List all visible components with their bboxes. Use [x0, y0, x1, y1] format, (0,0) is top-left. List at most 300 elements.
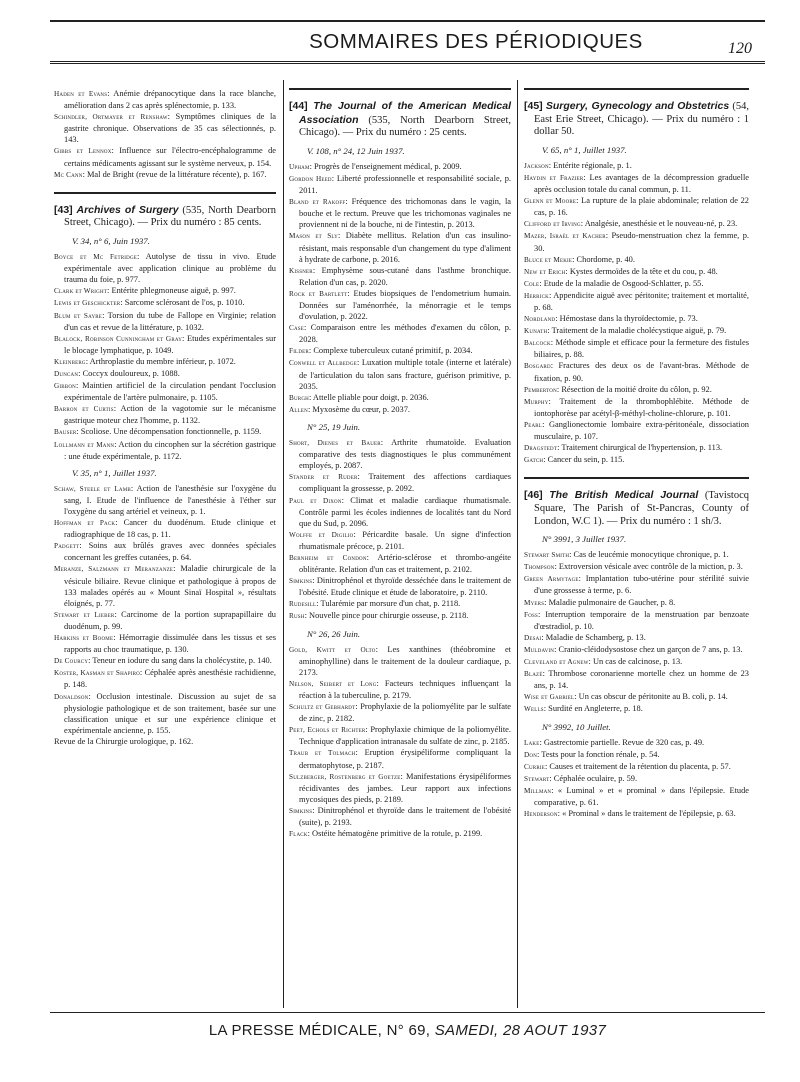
entry-authors: Simkins — [289, 806, 313, 815]
entry-authors: Balcock — [524, 339, 551, 348]
header-rule — [50, 61, 765, 64]
entry-authors: Bosgard — [524, 362, 551, 371]
entry — [524, 254, 749, 266]
entry-text: : Entérite phlegmoneuse aiguë, p. 997. — [107, 286, 236, 296]
entry — [54, 403, 276, 426]
journal-address: (Tavistocq Square, The Parish of St-Pancras, County of London, W.C 1). — Prix du numéro : 1 sh/3. — [534, 490, 749, 527]
entry — [289, 230, 511, 264]
entry — [524, 396, 749, 419]
journal-heading — [54, 204, 276, 230]
entry-authors: Kunath — [524, 327, 548, 336]
entry-text: : Carcinome de la portion suprapapillaire du duodénum, p. 99. — [64, 609, 276, 631]
journal-number: [44] — [289, 100, 308, 112]
entry-authors: Traub et Tolmach — [289, 749, 356, 758]
entry — [289, 529, 511, 552]
entry-text: : Diabète mellitus. Relation d'un cas insulino-résistant, mais responsable d'un changement du type d'aliment à hydrate de carbone, p. 2016. — [299, 231, 511, 264]
entry-text: : Kystes dermoïdes de la tête et du cou, p. 48. — [565, 266, 718, 276]
entry — [524, 419, 749, 442]
entry-text: : Myxosème du cœur, p. 2037. — [307, 404, 410, 414]
entry-text: : Céphalée après anesthésie rachidienne, p. 148. — [64, 668, 276, 690]
entry-authors: Wells — [524, 705, 544, 714]
entry-authors: Green Armytage — [524, 575, 579, 584]
entry — [289, 471, 511, 494]
entry-text: : Prophylaxie chimique de la poliomyélite. Technique d'application intranasale du sulfate de zinc, p. 2185. — [299, 725, 511, 747]
page-footer — [50, 1022, 765, 1039]
entry-authors: Stander et Ruder — [289, 473, 358, 482]
entry — [524, 749, 749, 761]
entry-text: : Entérite régionale, p. 1. — [548, 160, 632, 170]
entry-authors: Peet, Echols et Richter — [289, 726, 366, 735]
entry — [289, 771, 511, 805]
entry — [524, 597, 749, 609]
section-separator — [54, 192, 276, 194]
entry-authors: Burgh — [289, 393, 309, 402]
entry-text: : Etudes biopsiques de l'endometrium humain. Données sur l'aménorrhée, la ménorragie et le temps d'ovulation, p. 2022. — [299, 288, 512, 322]
footer-rule — [50, 1012, 765, 1013]
entry-text: : Maladie pulmonaire de Gaucher, p. 8. — [544, 597, 676, 607]
entry-text: : Cancer du sein, p. 115. — [543, 455, 625, 465]
entry-text: : Pseudo-menstruation chez la femme, p. 30. — [534, 231, 749, 253]
entry — [524, 442, 749, 454]
entry-authors: Blazé — [524, 670, 543, 679]
entry-text: : Dinitrophénol et thyroïde desséchée dans le traitement de l'obésité. Etude clinique et étude de laboratoire, p. 2110. — [299, 576, 511, 598]
entry — [289, 495, 511, 529]
entry — [524, 172, 749, 195]
entry — [289, 610, 511, 622]
entry-authors: Schultz et Gebhardt — [289, 703, 356, 712]
entry-text: : Causes et traitement de la rétention du placenta, p. 57. — [545, 761, 731, 771]
entry-text: : Comparaison entre les méthodes d'examen du côlon, p. 2028. — [299, 323, 511, 345]
journal-address: (535, North Dearborn Street, Chicago). — Prix du numéro : 85 cents. — [64, 204, 277, 229]
entry — [289, 173, 511, 196]
entry-authors: Harkins et Boome — [54, 634, 114, 643]
entry-text: : « Prominal » dans le traitement de l'épilepsie, p. 63. — [557, 809, 736, 819]
entry-authors: Mason et Sly — [289, 232, 338, 241]
journal-number: [43] — [54, 203, 73, 216]
entry — [54, 88, 276, 111]
entries-list — [54, 251, 276, 462]
entry-text: : Maladie de Schamberg, p. 13. — [541, 632, 646, 642]
entry — [289, 404, 511, 416]
issue-heading: V. 108, n° 24, 12 Juin 1937. — [307, 145, 405, 156]
entry — [524, 656, 749, 668]
entry-authors: Simkins — [289, 577, 313, 586]
entry — [289, 805, 511, 828]
entry — [524, 160, 749, 172]
entry — [524, 691, 749, 703]
entry — [289, 701, 511, 724]
entry-authors: Schaw, Steele et Lamb — [54, 484, 131, 493]
entry-text: : Un cas obscur de péritonite au B. coli, p. 14. — [574, 692, 728, 702]
entry-authors: Wise et Gabriel — [524, 693, 575, 702]
entry-text: : Action du cincophen sur la sécrétion gastrique : une étude expérimentale, p. 1172. — [64, 439, 276, 461]
entry — [524, 325, 749, 337]
entry-authors: Bauser — [54, 428, 77, 437]
entry-text: : Traitement de la thrombophlébite. Méthode de iontophorèse par acétyl-β-méthyl-choline-chlorure, p. 101. — [534, 396, 749, 418]
entry-text: : Anémie drépanocytique dans la race blanche, amélioration dans 2 cas après splénectomie, p. 133. — [64, 89, 276, 111]
section-separator — [524, 477, 749, 479]
entry-text: : Action de l'anesthésie sur l'oxygène du sang, I. Etude de l'influence de l'anesthésie à l'éther sur l'oxygène du sang artériel et veineux, p. 1. — [64, 483, 277, 516]
entry-authors: Boyce et Mc Fetridge — [54, 253, 138, 262]
entry — [289, 644, 511, 678]
entry — [524, 773, 749, 785]
entry-text: : Cancer du duodénum. Etude clinique et radiographique de 18 cas, p. 11. — [64, 518, 276, 540]
entry-text: : Maintien artificiel de la circulation pendant l'occlusion expérimentale de l'artère pulmonaire, p. 1105. — [64, 381, 276, 403]
entry-authors: Stewart et Lieber — [54, 610, 115, 619]
entry-text: : Prophylaxie de la poliomyélite par le sulfate de zinc, p. 2182. — [299, 702, 511, 724]
journal-name: The British Medical Journal — [549, 489, 699, 502]
entries-list — [524, 160, 749, 466]
entry — [524, 737, 749, 749]
entry-authors: Haden et Evans — [54, 90, 108, 98]
entry-text: : Extroversion vésicale avec contrôle de la miction, p. 3. — [554, 562, 743, 572]
column-2 — [289, 88, 511, 840]
entry — [524, 785, 749, 808]
entry-authors: Rush — [289, 612, 305, 621]
entry-authors: Thompson — [524, 563, 555, 572]
entries-list — [289, 161, 511, 416]
entry-text: : Climat et maladie cardiaque rhumatismale. Contrôle parmi les écoles indiennes de localités tant du Nord que du Sud, p. 2096. — [299, 495, 511, 528]
entry — [54, 297, 276, 309]
entry-authors: Lollmann et Mann — [54, 440, 115, 449]
entry-authors: Murphy — [524, 397, 549, 406]
entry-text: : Torsion du tube de Fallope en Virginie; relation d'un cas et revue de la littérature, p. 1032. — [64, 310, 276, 332]
entry-text: : Mal de Bright (revue de la littérature récente), p. 167. — [82, 169, 267, 179]
entry-authors: Myers — [524, 598, 545, 607]
entry-text: : Maladie chirurgicale de la vésicule biliaire. Revue clinique et pathologique à propos de 133 malades opérés au « Mount Sinaï Hospital », résultats éloignés, p. 77. — [64, 564, 276, 608]
entry-authors: Paul et Dixon — [289, 496, 342, 505]
entry-authors: Sulzberger, Rostenberg et Goetze — [289, 772, 401, 781]
entry-text: : Méthode simple et efficace pour la fermeture des fistules biliaires, p. 88. — [534, 338, 749, 360]
entry-text: : Artério-sclérose et thrombo-angéite oblitérante. Relation d'un cas et traitement, p. 2102. — [299, 552, 511, 575]
entry — [524, 278, 749, 290]
entry — [524, 573, 749, 596]
entry-authors: Meranze, Salzmann et Meranzanze — [54, 565, 174, 574]
entry-authors: Clark et Wright — [54, 287, 108, 296]
column-divider — [517, 80, 518, 1008]
entries-list — [54, 483, 276, 747]
entry-authors: Conwell et Allbedge — [289, 359, 357, 368]
entry — [289, 437, 511, 471]
entry-text: : Tests pour la fonction rénale, p. 54. — [537, 749, 660, 759]
entry-text: : Interruption temporaire de la menstruation par benzoate d'œstradiol, p. 10. — [534, 609, 749, 631]
entry-text: : Les avantages de la décompression graduelle après occlusion totale du canal commun, p. 11. — [534, 172, 750, 195]
issue-heading: N° 3991, 3 Juillet 1937. — [542, 534, 627, 545]
entry-text: : Hémostase dans la thyroïdectomie, p. 73. — [555, 314, 698, 324]
entry-authors: Desai — [524, 633, 542, 642]
entry-text: : Dinitrophénol et thyroïde dans le traitement de l'obésité (suite), p. 2193. — [299, 805, 511, 828]
entry-text: : Traitement chirurgical de l'hypertension, p. 113. — [557, 443, 723, 453]
entry — [54, 483, 276, 517]
entry-text: : Nouvelle pince pour chirurgie osseuse, p. 2118. — [304, 611, 469, 621]
entry-authors: Donaldson — [54, 692, 89, 701]
entries-list — [54, 88, 276, 181]
entry-authors: Lewis et Geschickter — [54, 299, 121, 308]
entry — [289, 552, 511, 575]
entry-authors: Glenn et Moore — [524, 197, 577, 206]
entry-text: : Luxation multiple totale (interne et latérale) de l'articulation du talon sans fracture, guérison primitive, p. 2035. — [299, 358, 511, 391]
entry-text: : Péricardite basale. Un signe d'infection rhumatismale précoce, p. 2101. — [299, 529, 511, 551]
entry-authors: Kissner — [289, 266, 313, 275]
page-number: 120 — [728, 40, 752, 57]
entries-list — [289, 644, 511, 841]
entries-list — [289, 437, 511, 623]
entry-authors: Pearl — [524, 420, 543, 429]
entry-text: : Les xanthines (théobromine et aminophylline) dans le traitement de la douleur cardiaque, p. 2173. — [299, 644, 511, 677]
page-header: SOMMAIRES DES PÉRIODIQUES — [309, 30, 643, 53]
entry-text: Revue de la Chirurgie urologique, p. 162. — [54, 736, 194, 746]
entry-text: : Implantation tubo-utérine pour stérilité suivie d'une grossesse à terme, p. 6. — [534, 574, 749, 596]
issue-heading: V. 34, n° 6, Juin 1937. — [72, 235, 150, 246]
entry-authors: Clifford et Irving — [524, 220, 581, 229]
journal-heading — [524, 100, 749, 139]
journal-number: [45] — [524, 100, 543, 112]
entry-authors: Don — [524, 750, 538, 759]
entry — [54, 667, 276, 690]
entry-text: : Tularémie par morsure d'un chat, p. 2118. — [316, 599, 461, 609]
journal-heading — [289, 100, 511, 140]
journal-number: [46] — [524, 489, 543, 502]
entry — [289, 196, 511, 230]
entry — [54, 517, 276, 540]
journal-name: Surgery, Gynecology and Obstetrics — [545, 100, 730, 112]
entry — [524, 668, 749, 691]
entry-authors: Stewart Smith — [524, 551, 570, 560]
footer-journal: LA PRESSE MÉDICALE, N° 69, — [208, 1022, 435, 1039]
entry-text: : Un cas de calcinose, p. 13. — [588, 657, 683, 667]
entry-text: : Surdité en Angleterre, p. 18. — [543, 704, 643, 714]
entry-authors: Bernheim et Condon — [289, 553, 367, 562]
entry-text: : Ganglionectomie lombaire extra-péritonéale, dissociation musculaire, p. 107. — [534, 419, 749, 442]
entry-text: : Analgésie, anesthésie et le nouveau-né, p. 23. — [580, 219, 738, 229]
entry — [524, 454, 749, 466]
entry-text: : Arthrite rhumatoïde. Evaluation comparative des tests diagnostiques le plus communément employés, p. 2087. — [299, 438, 511, 471]
entry — [289, 345, 511, 357]
entry — [524, 337, 749, 360]
entry-text: : Sarcome sclérosant de l'os, p. 1010. — [120, 298, 245, 308]
entry-text: : Fréquence des trichomonas dans le vagin, la bouche et le rectum. Preuve que les trichomonas vaginales ne proviennent ni de la bouche, ni de l'intestin, p. 2013. — [299, 197, 511, 230]
entry-text: : « Luminal » et « prominal » dans l'épilepsie. Etude comparative, p. 61. — [534, 785, 749, 808]
entry — [54, 655, 276, 667]
entry — [54, 333, 276, 356]
entry — [289, 828, 511, 840]
entry — [54, 251, 276, 285]
entry-text: : Autolyse de tissu in vivo. Etude expérimentale avec application clinique au problème du trauma du foie, p. 977. — [64, 252, 277, 285]
entry-authors: Koster, Kasman et Shapiro — [54, 669, 140, 678]
entry-text: : Appendicite aiguë avec péritonite; traitement et mortalité, p. 68. — [534, 290, 749, 312]
entry-text: : Progrès de l'enseignement médical, p. 2009. — [309, 161, 462, 171]
entry-text: : Soins aux brûlés graves avec données spéciales concernant les greffes cutanées, p. 64. — [64, 541, 276, 563]
entry-authors: Dragstedt — [524, 444, 558, 453]
entry-authors: Gatch — [524, 456, 544, 465]
entry — [289, 678, 511, 701]
entry-authors: Hoffman et Pack — [54, 519, 116, 528]
entry-text: : Arthroplastie du membre inférieur, p. 1072. — [85, 356, 236, 366]
column-divider — [283, 80, 284, 1008]
entry-authors: Bland et Rakoff — [289, 198, 346, 207]
entry-text: : Cas de leucémie monocytique chronique, p. 1. — [569, 550, 729, 560]
entry-authors: Gibbon — [54, 382, 76, 391]
entry-authors: Gordon Heed — [289, 174, 332, 183]
entry-text: : Etudes expérimentales sur le blocage lymphatique, p. 1049. — [64, 333, 276, 355]
entry-authors: Barron et Curtis — [54, 405, 114, 414]
entry-text: : Traitement des affections cardiaques compliquant la grossesse, p. 2092. — [299, 472, 511, 494]
entry-authors: Gold, Kwitt et Olto — [289, 645, 376, 654]
entry-authors: Currie — [524, 762, 545, 771]
journal-name: Archives of Surgery — [76, 203, 179, 216]
entry-authors: De Courcy — [54, 657, 89, 666]
entries-list — [524, 549, 749, 715]
header-top-rule — [50, 20, 765, 22]
entry — [54, 691, 276, 736]
entry — [524, 313, 749, 325]
issue-heading: V. 65, n° 1, Juillet 1937. — [542, 144, 627, 155]
journal-address: (54, East Erie Street, Chicago). — Prix du numéro : 1 dollar 50. — [534, 101, 750, 138]
entry-authors: Blum et Sayre — [54, 311, 103, 320]
entry — [54, 310, 276, 333]
entry — [289, 724, 511, 747]
entry — [54, 632, 276, 655]
entry-text: : Facteurs techniques influençant la réaction à la tuberculine, p. 2179. — [299, 678, 511, 700]
entry-authors: Case — [289, 324, 305, 333]
entry-text: : Complexe tuberculeux cutané primitif, p. 2034. — [308, 346, 473, 356]
entry-authors: Filder — [289, 347, 309, 356]
entry — [289, 392, 511, 404]
entry — [524, 218, 749, 230]
entry-text: : Manifestations érysipéliformes récidivantes des jambes. Leur rapport aux infections mycosiques des pieds, p. 2189. — [299, 771, 511, 804]
entry — [54, 145, 276, 168]
entry-text: : Emphysème sous-cutané dans l'asthme bronchique. Relation d'un cas, p. 2020. — [299, 265, 511, 287]
entry-authors: Haydin et Frazier — [524, 173, 584, 182]
entry-text: : Chordome, p. 40. — [572, 254, 635, 264]
entry-authors: Duncan — [54, 369, 79, 378]
entry-text: : Coccyx douloureux, p. 1088. — [78, 368, 180, 378]
entry-text: : Scoliose. Une décompensation fonctionnelle, p. 1159. — [76, 427, 262, 437]
issue-heading: N° 25, 19 Juin. — [307, 421, 361, 432]
entry-authors: Nelson, Seibert et Long — [289, 679, 377, 688]
entry-text: : Céphalée oculaire, p. 59. — [549, 773, 638, 783]
entry — [524, 384, 749, 396]
entry — [289, 598, 511, 610]
entry-text: : Liberté professionnelle et responsabilité sociale, p. 2011. — [299, 173, 511, 196]
entry-authors: Pemberton — [524, 385, 557, 394]
entry-text: : Traitement de la maladie cholécystique aiguë, p. 79. — [547, 326, 727, 336]
entry — [289, 357, 511, 391]
entry — [54, 736, 276, 747]
entry-text: : Gastrectomie partielle. Revue de 320 cas, p. 49. — [539, 737, 705, 747]
entry-authors: Lake — [524, 738, 540, 747]
entry — [524, 761, 749, 773]
entry — [524, 360, 749, 383]
entry — [289, 747, 511, 770]
entry-authors: Muldavin — [524, 645, 555, 654]
entry — [54, 169, 276, 181]
journal-heading — [524, 489, 749, 528]
entry — [54, 285, 276, 297]
column-3 — [524, 88, 749, 820]
entry-authors: Cole — [524, 279, 540, 288]
entry — [289, 265, 511, 288]
section-separator — [524, 88, 749, 90]
entry-authors: Mazer, Israël et Kacher — [524, 232, 606, 241]
entry-authors: Allen — [289, 405, 308, 414]
entry-authors: Rock et Bartlett — [289, 289, 348, 298]
section-separator — [289, 88, 511, 90]
entry-text: : Action de la vagotomie sur le mécanisme gastrique moteur chez l'homme, p. 1132. — [64, 404, 276, 426]
entry-authors: Foss — [524, 610, 538, 619]
entry — [524, 266, 749, 278]
entry — [524, 290, 749, 313]
entry-text: : Influence sur l'électro-encéphalogramme de certains médicaments agissant sur le système nerveux, p. 154. — [64, 146, 276, 168]
issue-heading: V. 35, n° 1, Juillet 1937. — [72, 467, 157, 478]
entry-authors: Millman — [524, 786, 552, 795]
entry — [524, 561, 749, 573]
entry — [524, 549, 749, 561]
entry-authors: Mc Cann — [54, 170, 83, 179]
entry-authors: Flack — [289, 830, 308, 839]
entry-text: : Symptômes cliniques de la gastrite chronique. Observations de 35 cas sélectionnés, p. 143. — [64, 112, 276, 145]
entry-text: : Teneur en iodure du sang dans la cholécystite, p. 140. — [88, 656, 272, 666]
entry — [289, 161, 511, 173]
entry — [54, 368, 276, 380]
entry-authors: Henderson — [524, 810, 558, 819]
entry-text: : Etude de la maladie de Osgood-Schlatter, p. 55. — [539, 278, 704, 288]
entry-authors: Nordland — [524, 315, 556, 324]
entry-text: : Fractures des deux os de l'avant-bras. Méthode de fixation, p. 90. — [534, 361, 749, 383]
entry — [54, 563, 276, 608]
entry — [524, 808, 749, 820]
entry-authors: Schindler, Ortmayer et Renshaw — [54, 113, 168, 122]
entry-text: : Eruption érysipéliforme compliquant la dermatophytose, p. 2187. — [299, 748, 511, 770]
entry — [524, 632, 749, 644]
entry — [54, 426, 276, 438]
entry-authors: Wolffe et Digilio — [289, 530, 354, 539]
entry — [54, 111, 276, 145]
entry — [54, 356, 276, 368]
entry — [54, 439, 276, 462]
entry-text: : Résection de la moitié droite du côlon, p. 92. — [556, 384, 712, 394]
entry — [524, 703, 749, 715]
entry-text: : La rupture de la plaie abdominale; relation de 22 cas, p. 16. — [534, 196, 749, 218]
entry — [524, 644, 749, 656]
entry — [524, 195, 749, 218]
issue-heading: N° 3992, 10 Juillet. — [542, 721, 611, 732]
entry-authors: Rudesill — [289, 600, 317, 609]
entry-authors: Jackson — [524, 161, 549, 170]
issue-heading: N° 26, 26 Juin. — [307, 628, 361, 639]
entry-text: : Occlusion intestinale. Discussion au sujet de sa physiologie pathologique et de son traitement, basée sur une classification unique et sur une expérience clinique et expérimentale ancienne, p. 155. — [64, 691, 276, 735]
entries-list — [524, 737, 749, 821]
entry-authors: Bluce et Mekie — [524, 255, 573, 264]
entry-text: : Attelle pliable pour doigt, p. 2036. — [308, 392, 429, 402]
entry-text: : Ostéite hématogène primitive de la rotule, p. 2199. — [307, 829, 483, 839]
footer-date: SAMEDI, 28 AOUT 1937 — [434, 1022, 607, 1039]
entry — [289, 575, 511, 598]
entry-authors: New et Erich — [524, 267, 566, 276]
entry-authors: Short, Dienes et Bauer — [289, 439, 381, 448]
entry — [524, 609, 749, 632]
journal-name: The Journal of the American Medical Association — [299, 100, 511, 126]
entry — [54, 540, 276, 563]
entry-authors: Upham — [289, 162, 310, 171]
entry-authors: Gibbs et Lennox — [54, 147, 112, 156]
column-1 — [54, 88, 276, 747]
entry-authors: Padgett — [54, 542, 80, 551]
entry-text: : Hémorragie dissimulée dans les tissus et ses rapports au choc traumatique, p. 130. — [64, 633, 276, 655]
entry-authors: Herrick — [524, 291, 549, 300]
entry — [289, 288, 511, 322]
entry — [54, 609, 276, 632]
